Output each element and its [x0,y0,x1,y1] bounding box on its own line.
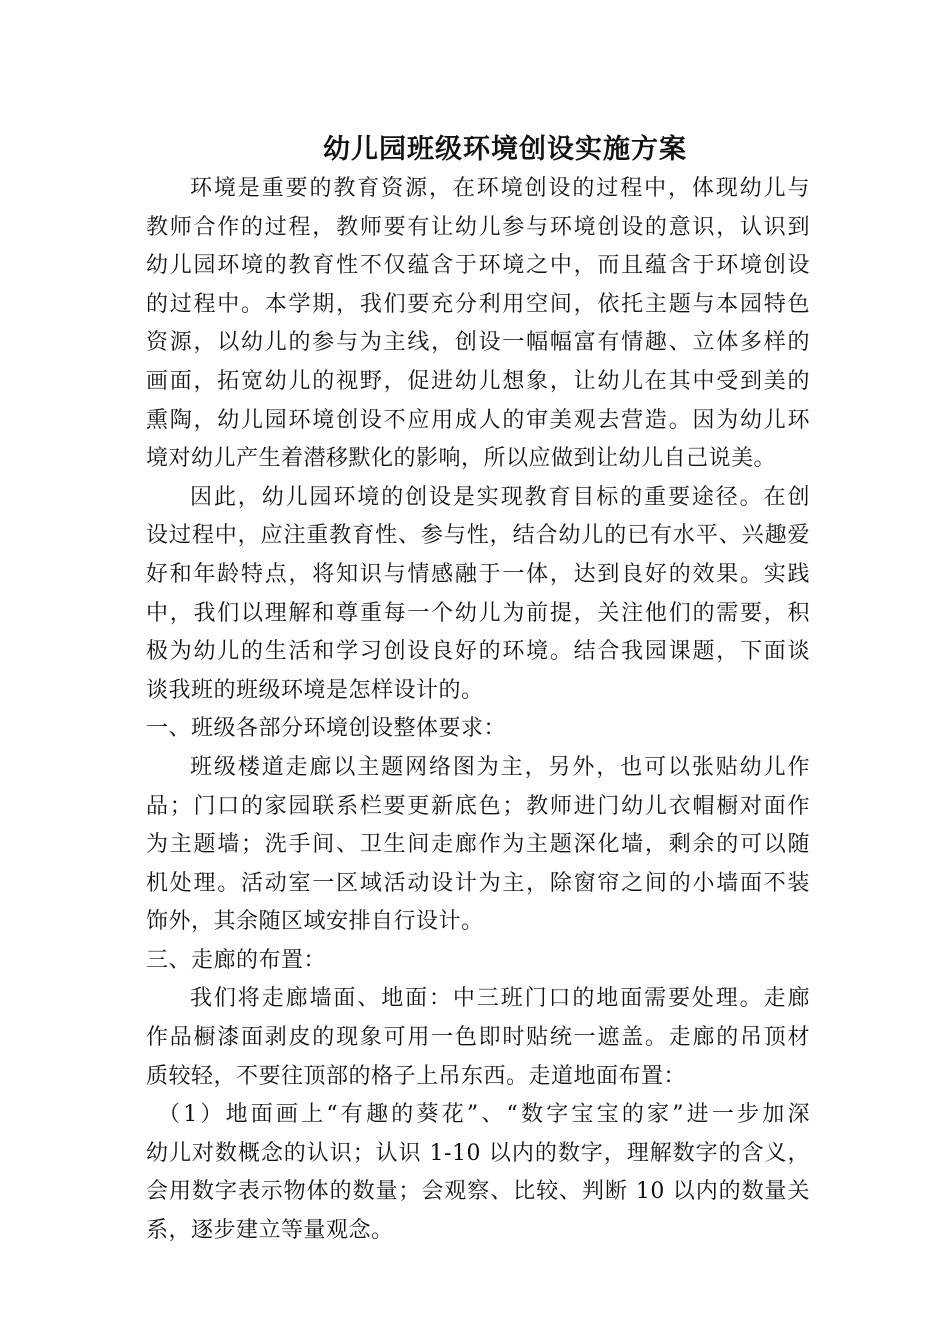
text-line: 画面，拓宽幼儿的视野，促进幼儿想象，让幼儿在其中受到美的 [146,368,810,394]
text-line: 幼儿园环境的教育性不仅蕴含于环境之中，而且蕴含于环境创设 [146,253,810,279]
text-line: 为主题墙；洗手间、卫生间走廊作为主题深化墙，剩余的可以随 [146,832,810,858]
text-line: 系，逐步建立等量观念。 [146,1218,394,1244]
text-line: 幼儿对数概念的认识；认识 1-10 以内的数字，理解数字的含义， [146,1140,810,1166]
text-line: 中，我们以理解和尊重每一个幼儿为前提，关注他们的需要，积 [146,600,810,626]
text-line: 境对幼儿产生着潜移默化的影响，所以应做到让幼儿自己说美。 [146,446,777,472]
document-body [146,170,810,1251]
section-heading: 一、班级各部分环境创设整体要求： [146,716,507,742]
text-line: 熏陶，幼儿园环境创设不应用成人的审美观去营造。因为幼儿环 [146,407,810,433]
text-line: 极为幼儿的生活和学习创设良好的环境。结合我园课题，下面谈 [146,639,810,665]
text-line: 品；门口的家园联系栏要更新底色；教师进门幼儿衣帽橱对面作 [146,793,810,819]
text-line: 作品橱漆面剥皮的现象可用一色即时贴统一遮盖。走廊的吊顶材 [146,1025,810,1051]
list-item-line: （1）地面画上“有趣的葵花”、“数字宝宝的家”进一步加深 [158,1102,810,1128]
text-line: 设过程中，应注重教育性、参与性，结合幼儿的已有水平、兴趣爱 [146,523,810,549]
text-line: 因此，幼儿园环境的创设是实现教育目标的重要途径。在创 [190,484,810,510]
text-line: 好和年龄特点，将知识与情感融于一体，达到良好的效果。实践 [146,561,810,587]
text-line: 教师合作的过程，教师要有让幼儿参与环境创设的意识，认识到 [146,214,810,240]
text-line: 环境是重要的教育资源，在环境创设的过程中，体现幼儿与 [190,176,810,201]
text-line: 饰外，其余随区域安排自行设计。 [146,909,484,935]
text-line: 资源，以幼儿的参与为主线，创设一幅幅富有情趣、立体多样的 [146,330,810,356]
text-line: 的过程中。本学期，我们要充分利用空间，依托主题与本园特色 [146,291,810,317]
document-title: 幼儿园班级环境创设实施方案 [323,134,687,165]
text-line: 质较轻，不要往顶部的格子上吊东西。走道地面布置： [146,1063,687,1089]
text-line: 会用数字表示物体的数量；会观察、比较、判断 10 以内的数量关 [146,1179,810,1205]
text-line: 班级楼道走廊以主题网络图为主，另外，也可以张贴幼儿作 [190,754,810,780]
section-heading: 三、走廊的布置： [146,947,327,973]
text-line: 谈我班的班级环境是怎样设计的。 [146,677,484,703]
text-line: 机处理。活动室一区域活动设计为主，除窗帘之间的小墙面不装 [146,870,810,896]
text-line: 我们将走廊墙面、地面：中三班门口的地面需要处理。走廊 [190,986,810,1012]
